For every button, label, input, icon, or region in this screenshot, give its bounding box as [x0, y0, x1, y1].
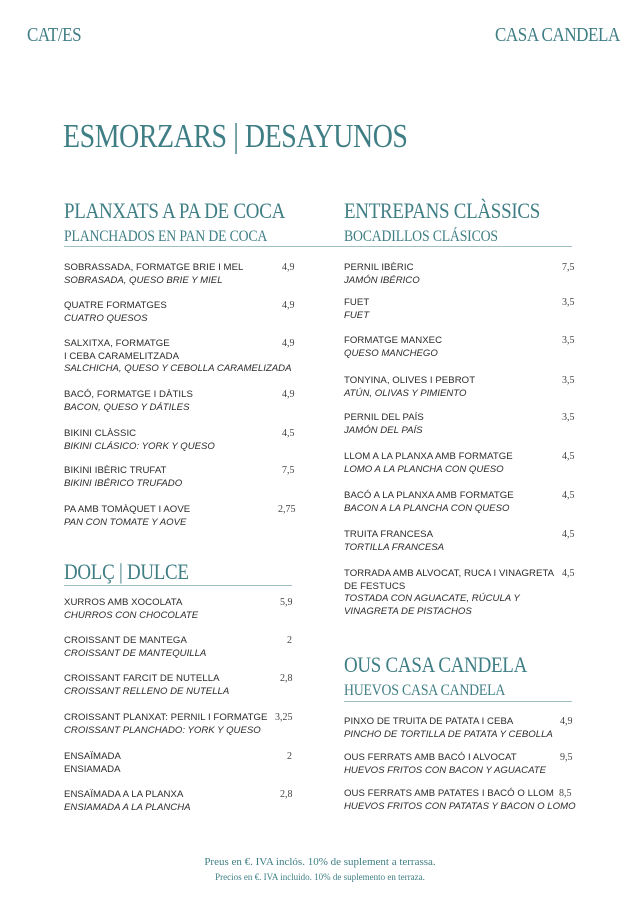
- item-price: 4,9: [282, 262, 295, 273]
- item-name-es: ENSIAMADA: [64, 763, 121, 775]
- section-title: DOLÇ | DULCE: [64, 559, 189, 584]
- item-name-es-line2: VINAGRETA DE PISTACHOS: [344, 605, 472, 617]
- item-name-ca: SOBRASSADA, FORMATGE BRIE I MEL: [64, 262, 244, 273]
- item-name-ca: PINXO DE TRUITA DE PATATA I CEBA: [344, 716, 514, 727]
- item-price: 7,5: [282, 465, 295, 476]
- section-divider: [344, 701, 572, 702]
- item-name-ca: BACÓ, FORMATGE I DÀTILS: [64, 389, 193, 400]
- menu-item: [344, 412, 574, 437]
- item-name-ca: ENSAÏMADA A LA PLANXA: [64, 789, 184, 800]
- item-name-ca: TORRADA AMB ALVOCAT, RUCA I VINAGRETA: [344, 568, 555, 579]
- item-name-ca: SALXITXA, FORMATGE: [64, 338, 170, 349]
- item-name-ca: BACÓ A LA PLANXA AMB FORMATGE: [344, 490, 514, 501]
- item-name-es: CUATRO QUESOS: [64, 312, 148, 324]
- item-price: 4,9: [282, 338, 295, 349]
- item-price: 2: [287, 751, 292, 762]
- item-price: 3,5: [562, 375, 575, 386]
- item-price: 5,9: [280, 597, 293, 608]
- menu-item: [64, 300, 294, 325]
- menu-item: [344, 788, 576, 813]
- item-name-es: BIKINI CLÁSICO: YORK Y QUESO: [64, 440, 215, 452]
- item-name-es: HUEVOS FRITOS CON BACON Y AGUACATE: [344, 764, 547, 776]
- menu-item: [64, 712, 296, 737]
- item-price: 4,9: [282, 300, 295, 311]
- menu-item: [344, 568, 576, 618]
- brand-name: CASA CANDELA: [495, 24, 620, 46]
- item-price: 3,25: [275, 712, 293, 723]
- item-name-ca: FUET: [344, 297, 370, 308]
- item-name-ca-line2: I CEBA CARAMELITZADA: [64, 350, 180, 362]
- item-name-es: PAN CON TOMATE Y AOVE: [64, 516, 187, 528]
- item-name-es: TOSTADA CON AGUACATE, RÚCULA Y: [344, 593, 520, 604]
- item-name-es: FUET: [344, 309, 370, 321]
- item-price: 4,9: [282, 389, 295, 400]
- item-name-ca: ENSAÏMADA: [64, 751, 121, 762]
- item-name-es: CHURROS CON CHOCOLATE: [64, 609, 199, 621]
- item-name-es: ENSIAMADA A LA PLANCHA: [64, 801, 191, 813]
- item-name-es: ATÚN, OLIVAS Y PIMIENTO: [344, 387, 467, 399]
- item-name-ca: LLOM A LA PLANXA AMB FORMATGE: [344, 451, 513, 462]
- menu-item: [344, 490, 574, 515]
- section-subtitle: HUEVOS CASA CANDELA: [344, 682, 506, 699]
- language-toggle[interactable]: CAT/ES: [27, 24, 82, 46]
- section-title: OUS CASA CANDELA: [344, 652, 528, 677]
- menu-item: [64, 465, 294, 490]
- footer-note-es: Precios en €. IVA incluido. 10% de suplemento en terraza.: [215, 872, 425, 882]
- section-divider: [64, 585, 292, 586]
- page-title: ESMORZARS | DESAYUNOS: [63, 118, 408, 155]
- item-name-es: JAMÓN IBÉRICO: [344, 274, 420, 286]
- item-name-es: SOBRASADA, QUESO BRIE Y MIEL: [64, 274, 223, 286]
- item-name-es: BACON A LA PLANCHA CON QUESO: [344, 502, 510, 514]
- menu-item: [344, 297, 574, 322]
- item-price: 4,5: [562, 490, 575, 501]
- menu-item: [344, 335, 574, 360]
- item-price: 2: [287, 635, 292, 646]
- item-price: 4,5: [562, 568, 575, 579]
- item-name-es: CROISSANT PLANCHADO: YORK Y QUESO: [64, 724, 261, 736]
- item-name-ca: CROISSANT PLANXAT: PERNIL I FORMATGE: [64, 712, 268, 723]
- section-title: ENTREPANS CLÀSSICS: [344, 198, 541, 223]
- menu-item: [344, 752, 576, 777]
- item-name-es: TORTILLA FRANCESA: [344, 541, 445, 553]
- item-name-es: PINCHO DE TORTILLA DE PATATA Y CEBOLLA: [344, 728, 553, 740]
- menu-item: [344, 451, 574, 476]
- item-name-ca: BIKINI CLÀSSIC: [64, 428, 137, 439]
- item-price: 3,5: [562, 335, 575, 346]
- menu-item: [64, 789, 294, 814]
- item-name-ca: PERNIL DEL PAÍS: [344, 412, 424, 423]
- menu-item: [64, 262, 294, 287]
- item-price: 4,9: [560, 716, 573, 727]
- item-price: 3,5: [562, 297, 575, 308]
- item-name-ca-line2: DE FESTUCS: [344, 580, 406, 592]
- item-name-ca: QUATRE FORMATGES: [64, 300, 167, 311]
- item-name-es: HUEVOS FRITOS CON PATATAS Y BACON O LOMO: [344, 800, 576, 812]
- item-name-es: QUESO MANCHEGO: [344, 347, 438, 359]
- item-name-ca: PA AMB TOMÀQUET I AOVE: [64, 504, 191, 515]
- menu-item: [64, 428, 294, 453]
- menu-item: [64, 635, 294, 660]
- section-title: PLANXATS A PA DE COCA: [64, 198, 285, 223]
- item-name-es: BIKINI IBÉRICO TRUFADO: [64, 477, 183, 489]
- item-name-ca: TRUITA FRANCESA: [344, 529, 434, 540]
- item-price: 8,5: [559, 788, 572, 799]
- item-name-ca: XURROS AMB XOCOLATA: [64, 597, 183, 608]
- menu-item: [344, 375, 574, 400]
- section-subtitle: PLANCHADOS EN PAN DE COCA: [64, 228, 268, 245]
- menu-item: [344, 529, 574, 554]
- item-price: 3,5: [562, 412, 575, 423]
- footer-note-ca: Preus en €. IVA inclós. 10% de suplement a terrassa.: [204, 856, 436, 868]
- item-price: 2,8: [280, 789, 293, 800]
- item-name-es: CROISSANT DE MANTEQUILLA: [64, 647, 207, 659]
- item-name-es: BACON, QUESO Y DÁTILES: [64, 401, 190, 413]
- item-name-ca: PERNIL IBÈRIC: [344, 262, 414, 273]
- item-price: 2,75: [278, 504, 296, 515]
- item-name-ca: TONYINA, OLIVES I PEBROT: [344, 375, 476, 386]
- item-price: 4,5: [282, 428, 295, 439]
- item-price: 4,5: [562, 529, 575, 540]
- item-name-es: CROISSANT RELLENO DE NUTELLA: [64, 685, 230, 697]
- item-price: 9,5: [560, 752, 573, 763]
- item-name-es: LOMO A LA PLANCHA CON QUESO: [344, 463, 504, 475]
- item-name-es: JAMÓN DEL PAÍS: [344, 424, 423, 436]
- item-price: 7,5: [562, 262, 575, 273]
- section-subtitle: BOCADILLOS CLÁSICOS: [344, 228, 498, 245]
- menu-item: [344, 716, 576, 741]
- menu-item: [64, 338, 294, 376]
- item-price: 4,5: [562, 451, 575, 462]
- item-name-es: SALCHICHA, QUESO Y CEBOLLA CARAMELIZADA: [64, 363, 292, 374]
- menu-item: [64, 504, 294, 529]
- item-name-ca: OUS FERRATS AMB PATATES I BACÓ O LLOM: [344, 788, 554, 799]
- item-price: 2,8: [280, 673, 293, 684]
- item-name-ca: CROISSANT FARCIT DE NUTELLA: [64, 673, 220, 684]
- section-divider: [64, 246, 572, 247]
- menu-item: [64, 751, 294, 776]
- item-name-ca: FORMATGE MANXEC: [344, 335, 443, 346]
- menu-item: [64, 673, 294, 698]
- item-name-ca: CROISSANT DE MANTEGA: [64, 635, 187, 646]
- menu-item: [344, 262, 574, 287]
- item-name-ca: BIKINI IBÈRIC TRUFAT: [64, 465, 167, 476]
- item-name-ca: OUS FERRATS AMB BACÓ I ALVOCAT: [344, 752, 517, 763]
- menu-item: [64, 389, 294, 414]
- menu-item: [64, 597, 294, 622]
